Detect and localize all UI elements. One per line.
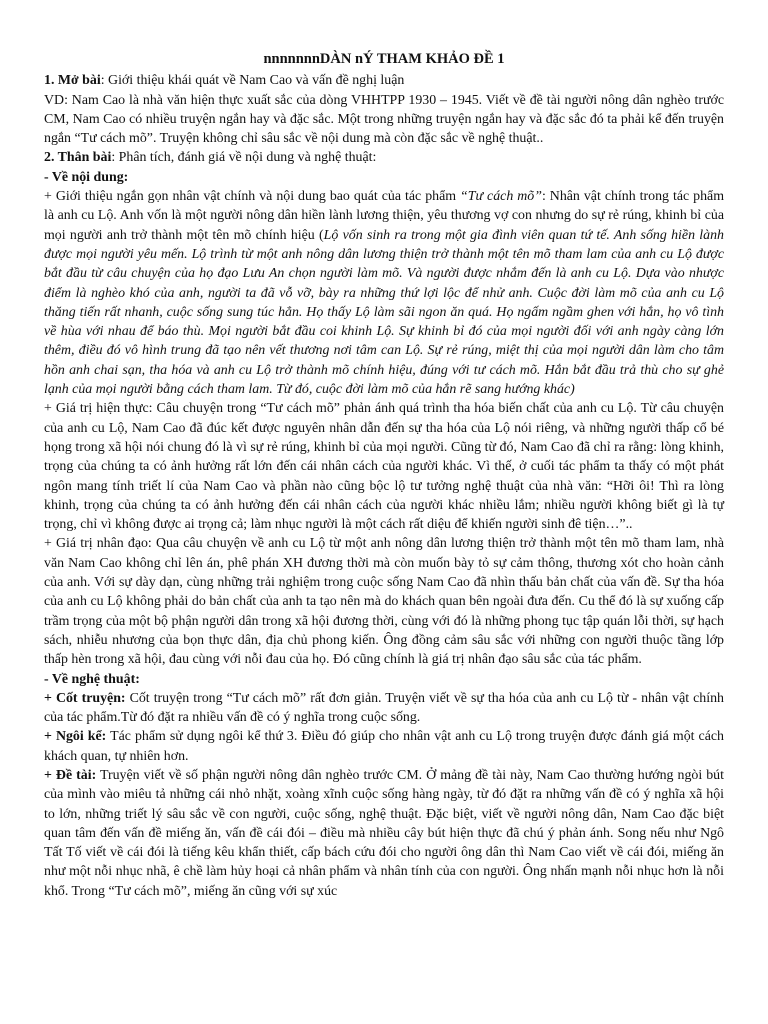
document-title: nnnnnnnDÀN nÝ THAM KHẢO ĐỀ 1 [263,51,505,67]
narration-label: + Ngôi kể: [44,729,107,745]
section-intro [44,71,724,90]
paragraph-realism: + Giá trị hiện thực: Câu chuyện trong “Tư cách mõ” phản ánh quá trình tha hóa biến chất của anh cu Lộ. Từ câu chuyện của anh cu Lộ, Nam Cao đã đúc kết được nguyên nhân dẫn đến sự tha hóa của Lộ nói riêng, và những người thấp cổ bé họng trong xã hội nói chung đó là vì sự rẻ rúng, khinh bỉ của mọi người. Cũng từ đó, Nam Cao đã chỉ ra rằng: lòng khinh, trọng của chúng ta có ảnh hưởng rất lớn đến cái nhân cách của người khác. Vì thế, ở cuối tác phẩm ta thấy có một phát ngôn mang tính triết lí của Nam Cao và phần nào cũng bộc lộ tư tưởng nghệ thuật của nhà văn: “Hỡi ôi! Thì ra lòng khinh, trọng của chúng ta có ảnh hưởng đến cái nhân cách của người khác nhiều lắm; nhiều người không biết gì là tự trọng, chỉ vì không được ai trọng cả; làm nhục người là một cách rất diệu để khiến người sinh đê tiện…”.. [44,401,724,533]
theme-label: + Đề tài: [44,767,97,783]
content-heading: - Về nội dung: [44,169,129,185]
paragraph-summary [44,187,724,399]
section-intro-heading: 1. Mở bài [44,73,101,89]
summary-lead: + Giới thiệu ngắn gọn nhân vật chính và nội dung bao quát của tác phẩm [44,189,461,205]
plot-label: + Cốt truyện: [44,690,126,706]
section-body-heading: 2. Thân bài [44,150,112,166]
paragraph-plot [44,689,724,728]
plot-text: Cốt truyện trong “Tư cách mõ” rất đơn giản. Truyện viết về sự tha hóa của anh cu Lộ từ - nhân vật chính của tác phẩm.Từ đó đặt ra nhiều vấn đề có ý nghĩa trong cuộc sống. [44,690,724,726]
section-body [44,148,724,167]
summary-work-title: “Tư cách mõ” [460,189,542,205]
paragraph-narration [44,727,724,766]
section-intro-desc: : Giới thiệu khái quát về Nam Cao và vấn đề nghị luận [100,73,405,89]
intro-example: VD: Nam Cao là nhà văn hiện thực xuất sắc của dòng VHHTPP 1930 – 1945. Viết về đề tài người nông dân nghèo trước CM, Nam Cao có nhiều truyện ngắn hay và đặc sắc. Một trong những truyện ngắn hay và đặc sắc đó ta phải kể đến truyện ngắn “Tư cách mõ”. Truyện không chỉ sâu sắc về nội dung mà còn đặc sắc về nghệ thuật.. [44,92,724,147]
theme-text: Truyện viết về số phận người nông dân nghèo trước CM. Ở mảng đề tài này, Nam Cao thường hướng ngòi bút của mình vào miêu tả những cái nhỏ nhặt, xoàng xĩnh cuộc sống hàng ngày, từ đó đặt ra những vấn đề có ý nghĩa xã hội to lớn, những triết lý sâu sắc về con người, cuộc sống, nghệ thuật. Đặc biệt, viết về người nông dân, Nam Cao đặc biệt quan tâm đến vấn đề miếng ăn, vấn đề cái đói – điều mà nhiều cây bút hiện thực đã chú ý phản ánh. Song nếu như Ngô Tất Tố viết về cái đói là tiếng kêu khẩn thiết, cấp bách cứu đói cho người ông dân thì Nam Cao viết về cái đói, miếng ăn như một nỗi nhục nhã, ê chề làm hủy hoại cả nhân phẩm và nhân tính của con người. Ông nhấn mạnh nỗi nhục hơn là nỗi khổ. Trong “Tư cách mõ”, miếng ăn cũng với sự xúc [44,767,724,899]
art-heading: - Về nghệ thuật: [44,671,140,687]
summary-body: : Nhân vật chính trong tác phẩm là anh cu Lộ. Anh vốn là một người nông dân hiền lành lương thiện, yêu thương vợ con nhưng do sự rẻ rúng, khinh bỉ của mọi người anh trở thành một tên mõ chính hiệu ( [44,189,724,243]
section-body-desc: : Phân tích, đánh giá về nội dung và nghệ thuật: [111,150,377,166]
paragraph-theme [44,766,724,901]
paragraph-humanism: + Giá trị nhân đạo: Qua câu chuyện về anh cu Lộ từ một anh nông dân lương thiện trở thành một tên mõ tham lam, nhà văn Nam Cao không chỉ lên án, phê phán XH đương thời mà còn muốn bày tỏ sự cảm thông, thương xót cho hoàn cảnh của anh. Với sự dày dạn, cùng những trải nghiệm trong cuộc sống Nam Cao đã nhìn thấu bản chất của vấn đề. Sự tha hóa của anh cu Lộ không phải do bản chất của anh ta tạo nên mà do khách quan bên ngoài đưa đến. Cu thể đó là sự xuống cấp trầm trọng của một bộ phận người dân trong xã hội đương thời, cùng với đó là những phong tục tập quán lỗi thời, sự hạch sách, nhiễu nhương của bọn thực dân, địa chủ phong kiến. Ông đồng cảm sâu sắc với những con người thuộc tầng lớp thấp hèn trong xã hội, đau cùng với nỗi đau của họ. Đó cũng chính là giá trị nhân đạo sâu sắc của tác phẩm. [44,536,724,668]
narration-text: Tác phẩm sử dụng ngôi kể thứ 3. Điều đó giúp cho nhân vật anh cu Lộ trong truyện được đánh giá một cách khách quan, tự nhiên hơn. [44,729,724,764]
summary-italic: Lộ vốn sinh ra trong một gia đình viên quan tứ tế. Anh sống hiền lành được mọi người yêu mến. Lộ trình từ một anh nông dân lương thiện trở thành một tên mõ tham lam của anh cu Lộ được bắt đầu từ câu chuyện của họ đạo Lưu An chọn người làm mõ. Và người được nhắm đến là anh cu Lộ. Dựa vào nhược điểm là nghèo khó của anh, người ta đã vỗ vỡ, bày ra những thứ lợi lộc để nhử anh. Cuộc đời làm mõ của anh cu Lộ thăng tiến rất nhanh, cuộc sống sung túc hẳn. Họ thấy Lộ làm sãi ngon ăn quá. Họ ngấm ngầm ghen với hắn, họ vô tình về hùa với nhau để báo thù. Mọi người bắt đầu coi khinh Lộ. Sự khinh bỉ đó của mọi người đối với anh ngày càng lớn thêm, điều đó vô hình trung đã tạo nên vết thương nơi tâm can Lộ. Sự rẻ rúng, miệt thị của mọi người dân làm cho tâm hồn anh chai sạn, tha hóa và anh cu Lộ trở thành mõ chính hiệu, đúng với tư cách mõ. Hắn bắt đầu trả thù cho sự ghẻ lạnh của mọi người bằng cách tham lam. Từ đó, cuộc đời làm mõ của hắn rẽ sang hướng khác) [44,227,724,398]
